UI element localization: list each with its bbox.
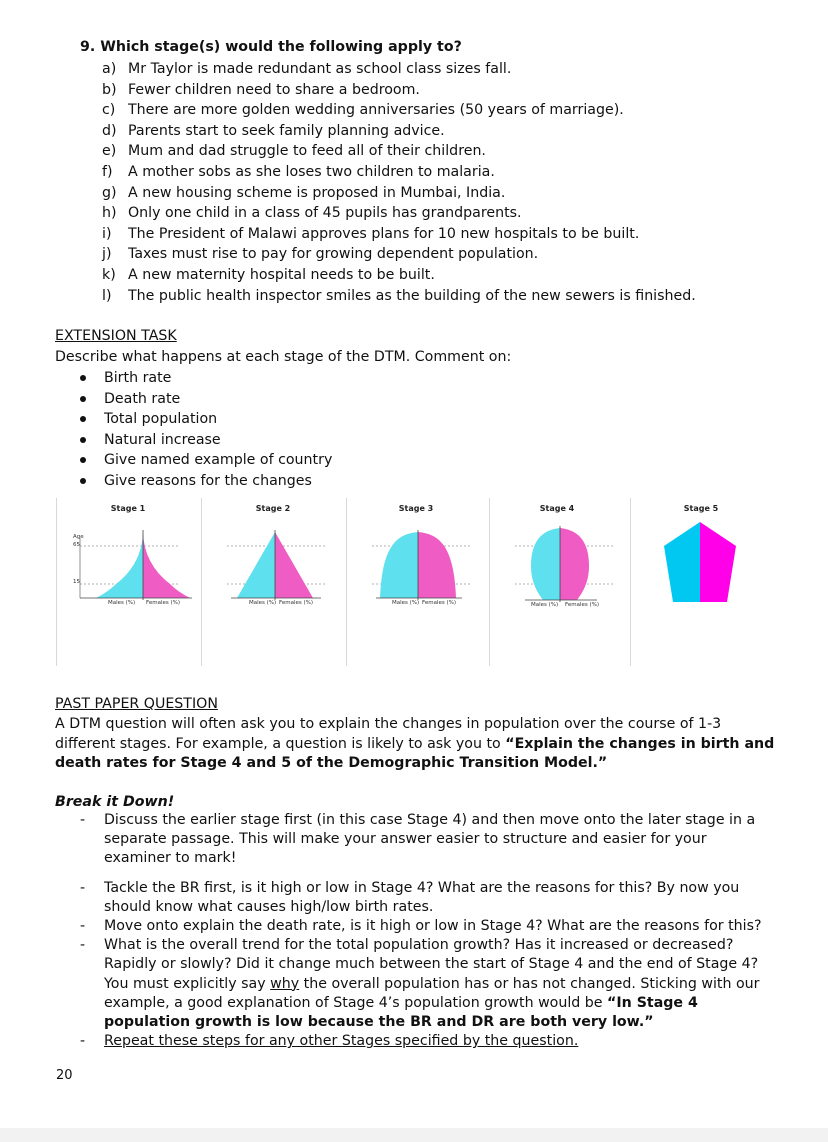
question-item-f: f) A mother sobs as she loses two children to malaria. xyxy=(102,163,495,180)
extension-description: Describe what happens at each stage of the DTM. Comment on: xyxy=(55,349,512,365)
pyramid-stage-5 xyxy=(630,494,772,666)
question-item-h: h) Only one child in a class of 45 pupils has grandparents. xyxy=(102,205,522,222)
tick-15: 15 xyxy=(73,579,80,585)
males-label: Males (%) xyxy=(249,600,277,606)
pyramid-stage-4-graphic xyxy=(489,494,630,666)
stage-2-label: Stage 2 xyxy=(255,504,291,513)
list-item: - Repeat these steps for any other Stages specified by the question. xyxy=(80,1033,579,1050)
bullet-item: Natural increase xyxy=(80,430,332,451)
pyramid-stage-5-graphic xyxy=(630,494,772,666)
break-it-down-title: Break it Down! xyxy=(55,794,175,810)
question-title: 9. Which stage(s) would the following apply to? xyxy=(80,39,462,55)
pyramid-stage-2 xyxy=(201,494,346,666)
males-area xyxy=(531,528,560,600)
break-it-down-list xyxy=(80,811,770,1051)
females-label: Females (%) xyxy=(565,602,600,608)
females-label: Females (%) xyxy=(146,600,181,606)
question-item-k: k) A new maternity hospital needs to be built. xyxy=(102,266,435,283)
pyramid-stage-1-graphic xyxy=(56,494,201,666)
males-label: Males (%) xyxy=(531,602,559,608)
males-area xyxy=(664,522,700,602)
pyramid-stage-1 xyxy=(56,494,201,666)
list-item: - What is the overall trend for the total population growth? Has it increased or decreased? Rapidly or slowly? Did it change much between the start of Stage 4 and the end of Stage 4? You must explicitly say why the overall population has or has not changed. Sticking with our example, a good explanation of Stage 4’s population growth would be “In Stage 4 population growth is low because the BR and DR are both very low.” xyxy=(80,937,760,1031)
question-item-l: l) The public health inspector smiles as the building of the new sewers is finished. xyxy=(102,287,696,304)
question-items xyxy=(102,59,696,306)
question-item-e: e) Mum and dad struggle to feed all of their children. xyxy=(102,143,486,160)
males-area xyxy=(237,532,275,598)
past-paper-title: PAST PAPER QUESTION xyxy=(55,696,218,712)
stage-3-label: Stage 3 xyxy=(398,504,434,513)
bullet-item: Total population xyxy=(80,409,332,430)
list-item: - Discuss the earlier stage first (in this case Stage 4) and then move onto the later stage in a separate passage. This will make your answer easier to structure and easier for your examiner to mark! xyxy=(80,812,756,867)
males-area xyxy=(380,532,418,598)
females-area xyxy=(418,532,456,598)
males-label: Males (%) xyxy=(392,600,420,606)
bullet-item: Birth rate xyxy=(80,368,332,389)
extension-bullets xyxy=(80,368,332,491)
females-area xyxy=(560,528,589,600)
females-area xyxy=(275,532,313,598)
females-label: Females (%) xyxy=(422,600,457,606)
males-label: Males (%) xyxy=(108,600,136,606)
question-item-d: d) Parents start to seek family planning advice. xyxy=(102,122,445,139)
question-item-j: j) Taxes must rise to pay for growing dependent population. xyxy=(102,246,539,263)
page-number: 20 xyxy=(56,1068,73,1083)
bullet-item: Give reasons for the changes xyxy=(80,471,332,492)
pyramid-stage-3 xyxy=(346,494,489,666)
females-label: Females (%) xyxy=(279,600,314,606)
females-area xyxy=(700,522,736,602)
question-item-g: g) A new housing scheme is proposed in Mumbai, India. xyxy=(102,184,506,201)
bullet-item: Give named example of country xyxy=(80,450,332,471)
question-item-i: i) The President of Malawi approves plans for 10 new hospitals to be built. xyxy=(102,225,640,242)
list-item: - Tackle the BR first, is it high or low in Stage 4? What are the reasons for this? By now you should know what causes high/low birth rates. xyxy=(80,879,740,915)
pyramid-stage-3-graphic xyxy=(346,494,489,666)
males-area xyxy=(96,532,143,598)
list-item: - Move onto explain the death rate, is it high or low in Stage 4? What are the reasons for this? xyxy=(80,918,762,935)
age-axis-label: Age xyxy=(73,534,84,540)
bullet-item: Death rate xyxy=(80,389,332,410)
pyramid-stage-2-graphic xyxy=(201,494,346,666)
past-paper-body: A DTM question will often ask you to explain the changes in population over the course of 1-3 different stages. For example, a question is likely to ask you to “Explain the changes in birth and death rates for Stage 4 and 5 of the Demographic Transition Model.” xyxy=(55,716,775,771)
stage-5-label: Stage 5 xyxy=(683,504,719,513)
tick-65: 65 xyxy=(73,542,80,548)
question-item-c: c) There are more golden wedding anniversaries (50 years of marriage). xyxy=(102,102,624,119)
females-area xyxy=(143,532,190,598)
population-pyramids xyxy=(56,494,772,666)
stage-4-label: Stage 4 xyxy=(539,504,575,513)
stage-1-label: Stage 1 xyxy=(110,504,146,513)
extension-title: EXTENSION TASK xyxy=(55,328,177,344)
question-item-a: a) Mr Taylor is made redundant as school class sizes fall. xyxy=(102,61,512,77)
pyramid-stage-4 xyxy=(489,494,630,666)
page-bottom-edge xyxy=(0,1128,828,1142)
question-item-b: b) Fewer children need to share a bedroom. xyxy=(102,81,420,98)
